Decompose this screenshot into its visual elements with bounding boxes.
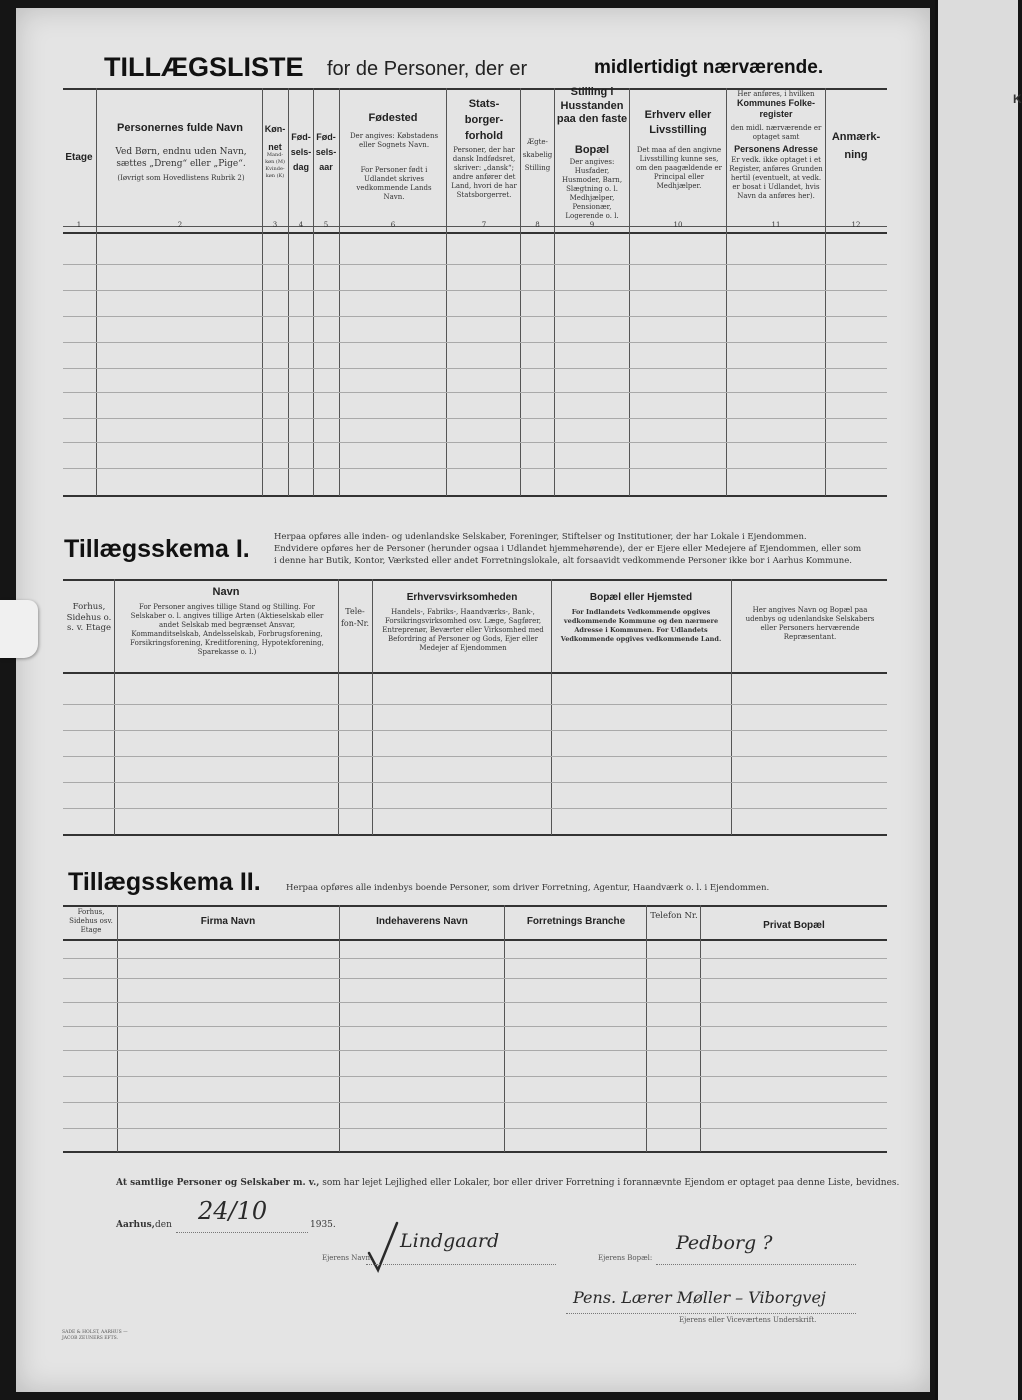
t1-col-register-top: Her anføres, i hvilken (737, 90, 815, 98)
s1-row (63, 808, 887, 809)
form-title-bold: TILLÆGSLISTE (104, 52, 304, 82)
t1-col-sex-sub: Mand-køn (M) Kvinde-køn (K) (265, 152, 285, 179)
attestation-bold: At samtlige Personer og Selskaber m. v., (116, 1178, 320, 1188)
t1-row (63, 368, 887, 369)
t1-col-address: Personens Adresse (734, 144, 818, 154)
t1-num-4: 4 (298, 221, 304, 229)
signature-label: Ejerens eller Viceværtens Underskrift. (679, 1316, 817, 1324)
s1-row (63, 730, 887, 731)
owner-name-label: Ejerens Navn: (322, 1254, 373, 1262)
t1-num-8: 8 (535, 221, 540, 229)
t1-row (63, 264, 887, 265)
t1-div-10 (726, 88, 727, 496)
s2-div-5 (700, 905, 701, 1152)
s2-div-4 (646, 905, 647, 1152)
t1-col-household-sub: Der angives: Husfader, Husmoder, Barn, Slægtning o. l. Medhjælper, Pensionær, Logerende o. l. (561, 158, 623, 220)
s1-col-name-sub: For Personer angives tillige Stand og Stilling. For Selskaber o. l. angives tillige Arten (Aktieselskab eller andet Selskab med begrænset Ansvar, Kommanditselskab, Andelsselskab, Forbrugsforening, Forsikringsforening, Kreditforening, Hypotekforening, Sparekasse o. l.) (130, 603, 324, 656)
t1-col-etage: Etage (65, 152, 93, 163)
s2-col-floor: Forhus, Sidehus osv. Etage (69, 908, 113, 934)
t1-col-citizenship-sub: Personer, der har dansk Indfødsret, skriver: „dansk“; andre anfører det Land, hvori de har Statsborgerret. (451, 146, 517, 199)
t1-div-5 (339, 88, 340, 496)
t1-num-1: 1 (76, 221, 82, 229)
schema1-intro-3: i denne har Butik, Kontor, Værksted eller andet Forretningslokale, alt forsaavidt vedkommende Personer ikke bor i Aarhus Kommune. (274, 556, 852, 566)
schema1-top-rule (63, 579, 887, 581)
schema1-title: Tillægsskema I. (64, 535, 250, 563)
s2-col-firm: Firma Navn (200, 916, 256, 927)
s1-div-1 (114, 579, 115, 835)
t1-col-household: Stilling i Husstanden paa den faste (556, 86, 628, 125)
s1-col-name: Navn (212, 586, 240, 598)
t1-col-sex: Køn-net (264, 124, 286, 152)
t1-col-occupation: Erhverv eller Livsstilling (644, 109, 712, 136)
s1-col-phone: Tele-fon-Nr. (340, 607, 370, 628)
table1-header-rule (63, 232, 887, 234)
schema1-intro-2: Endvidere opføres her de Personer (herunder ogsaa i Udlandet hjemmehørende), der er Ejere eller Medejere af Ejendommen, eller som (274, 544, 862, 554)
printer-mark: SADE & HOLST, AARHUS — JACOB ZEUNERS EFTS. (62, 1330, 128, 1341)
t1-num-7: 7 (481, 221, 487, 229)
s1-row (63, 782, 887, 783)
s1-row (63, 756, 887, 757)
schema1-bottom-rule (63, 834, 887, 836)
t1-col-birthplace-sub: Der angives: Købstadens eller Sognets Navn. (349, 132, 439, 149)
s1-col-floor: Forhus, Sidehus o. s. v. Etage (66, 602, 112, 633)
s2-row (63, 958, 887, 959)
adjacent-page-letter: K (1013, 92, 1022, 106)
s1-col-residence-sub: For Indlandets Vedkommende opgives vedkommende Kommune og den nærmere Adresse i Kommunen. For Udlandets Vedkommende opgives vedkommende Land. (560, 608, 722, 643)
t1-col-name-sub: Ved Børn, endnu uden Navn, sættes „Dreng“ eller „Pige“. (115, 147, 247, 169)
s1-col-residence: Bopæl eller Hjemsted (589, 592, 693, 603)
schema2-intro: Herpaa opføres alle indenbys boende Personer, som driver Forretning, Agentur, Haandværk o. l. i Ejendommen. (286, 883, 770, 893)
t1-num-3: 3 (272, 221, 278, 229)
t1-num-10: 10 (673, 221, 683, 229)
s1-col-business: Erhvervsvirksomheden (406, 592, 518, 603)
signature-handwritten: Pens. Lærer Møller – Viborgvej (573, 1288, 826, 1307)
t1-div-9 (629, 88, 630, 496)
city-label: Aarhus, (116, 1220, 155, 1230)
date-line (176, 1232, 308, 1233)
signature-tick-mark (366, 1220, 402, 1274)
t1-row (63, 342, 887, 343)
t1-col-birthplace-sub2: For Personer født i Udlandet skrives vedkommende Lands Navn. (356, 166, 432, 201)
t1-col-register-sub: den midl. nærværende er optaget samt (730, 124, 822, 141)
form-title-mid: for de Personer, der er (327, 58, 528, 80)
s2-row (63, 1128, 887, 1129)
t1-row (63, 290, 887, 291)
t1-num-11: 11 (771, 221, 781, 229)
t1-num-9: 9 (589, 221, 595, 229)
torn-paper-flap (0, 600, 38, 658)
s2-row (63, 1076, 887, 1077)
s2-col-private-address: Privat Bopæl (763, 920, 825, 931)
t1-row (63, 442, 887, 443)
date-handwritten: 24/10 (198, 1197, 268, 1225)
schema2-header-rule (63, 939, 887, 941)
s2-row (63, 1050, 887, 1051)
s2-col-phone: Telefon Nr. (650, 911, 698, 921)
owner-name-handwritten: Lindgaard (400, 1230, 500, 1252)
attestation-statement (116, 1178, 899, 1188)
s1-col-representative: Her angives Navn og Bopæl paa udenbys og udenlandske Selskabers eller Personers herværende Repræsentant. (745, 606, 875, 641)
t1-num-2: 2 (177, 221, 183, 229)
t1-col-occupation-sub: Det maa af den angivne Livsstilling kunne ses, om den paagældende er Principal eller Medhjælper. (635, 146, 723, 190)
den-label: den (155, 1220, 172, 1230)
s2-div-1 (117, 905, 118, 1152)
t1-row (63, 316, 887, 317)
s1-div-5 (731, 579, 732, 835)
s1-col-business-sub: Handels-, Fabriks-, Haandværks-, Bank-, Forsikringsvirksomhed osv. Læge, Sagfører, Entreprenør, Beværter eller Virksomhed med Befordring af Personer og Gods, Ejer eller Medejer af Ejendommen (382, 608, 544, 652)
t1-col-name-sub2: (Iøvrigt som Hovedlistens Rubrik 2) (117, 174, 245, 182)
t1-col-address-sub: Er vedk. ikke optaget i et Register, anføres Grunden hertil (eventuelt, at vedk. er bosat i Udlandet, hvis Navn da anføres her). (729, 156, 823, 200)
s2-div-2 (339, 905, 340, 1152)
t1-col-register: Kommunes Folke-register (736, 98, 815, 119)
t1-row (63, 418, 887, 419)
schema2-title: Tillægsskema II. (68, 868, 261, 896)
s2-div-3 (504, 905, 505, 1152)
s1-div-4 (551, 579, 552, 835)
t1-col-remarks: Anmærk-ning (831, 131, 881, 161)
owner-address-line (656, 1264, 856, 1265)
s2-col-owner: Indehaverens Navn (376, 916, 468, 927)
s2-row (63, 978, 887, 979)
t1-row (63, 468, 887, 469)
attestation-rest: som har lejet Lejlighed eller Lokaler, bor eller driver Forretning i forannævnte Ejendom er optaget paa denne Liste, bevidnes. (322, 1178, 900, 1188)
t1-col-birthyear: Fød-sels-aar (315, 132, 337, 172)
t1-col-birthplace: Fødested (368, 112, 418, 124)
s1-row (63, 704, 887, 705)
t1-col-household-2: Bopæl (574, 144, 610, 156)
census-form-page (16, 8, 930, 1392)
s2-col-branch: Forretnings Branche (526, 916, 626, 927)
signature-line (566, 1313, 856, 1314)
schema2-bottom-rule (63, 1151, 887, 1153)
owner-address-handwritten: Pedborg ? (676, 1232, 773, 1254)
schema1-intro-1: Herpaa opføres alle inden- og udenlandske Selskaber, Foreninger, Stiftelser og Institutioner, der har Lokale i Ejendommen. (274, 532, 807, 542)
t1-col-marital: Ægte-skabelig Stilling (522, 138, 553, 172)
table1-bottom-rule (63, 495, 887, 497)
s2-row (63, 1026, 887, 1027)
owner-address-label: Ejerens Bopæl: (598, 1254, 653, 1262)
adjacent-page (935, 0, 1022, 1400)
schema1-header-rule (63, 672, 887, 674)
t1-num-6: 6 (390, 221, 396, 229)
t1-num-5: 5 (323, 221, 329, 229)
form-title-end: midlertidigt nærværende. (594, 57, 824, 78)
year-label: 1935. (310, 1220, 336, 1230)
s2-row (63, 1102, 887, 1103)
t1-div-1 (96, 88, 97, 496)
t1-num-12: 12 (851, 221, 861, 229)
t1-col-birthday: Fød-sels-dag (290, 132, 312, 172)
t1-col-name: Personernes fulde Navn (117, 122, 243, 134)
t1-row (63, 392, 887, 393)
t1-col-citizenship: Stats-borger-forhold (464, 98, 504, 142)
owner-name-line (366, 1264, 556, 1265)
schema2-top-rule (63, 905, 887, 907)
s1-div-3 (372, 579, 373, 835)
t1-div-6 (446, 88, 447, 496)
s2-row (63, 1002, 887, 1003)
